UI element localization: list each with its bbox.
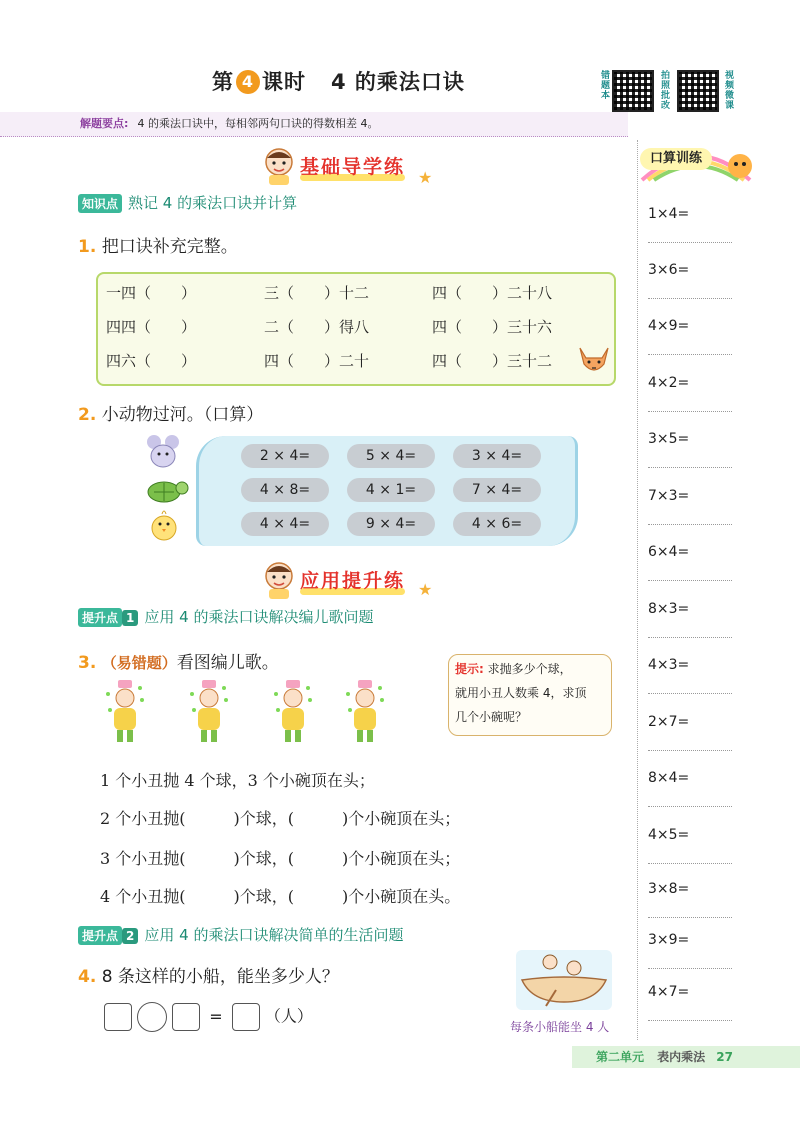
side-calc-item[interactable]: 6×4= — [648, 544, 732, 581]
equation-row: = （人） — [104, 1002, 313, 1032]
question-2: 2. 小动物过河。（口算） — [78, 405, 264, 425]
formula-cell[interactable]: 四（ ）二十 — [264, 352, 370, 370]
formula-box — [96, 272, 616, 386]
formula-cell[interactable]: 一四（ ） — [106, 284, 197, 302]
clown-icon — [272, 680, 314, 746]
side-calc-item[interactable]: 3×8= — [648, 881, 732, 918]
formula-cell[interactable]: 三（ ）十二 — [264, 284, 370, 302]
side-calc-item[interactable]: 4×2= — [648, 375, 732, 412]
stone-problem[interactable]: 5 × 4= — [347, 444, 435, 468]
clown-icon — [344, 680, 386, 746]
formula-cell[interactable]: 四四（ ） — [106, 318, 197, 336]
section-banner-basic: 基础导学练 — [300, 152, 405, 179]
side-calc-item[interactable]: 3×6= — [648, 262, 732, 299]
improvement-point-2: 提升点 2 应用 4 的乘法口诀解决简单的生活问题 — [78, 924, 403, 945]
side-calc-item[interactable]: 4×5= — [648, 827, 732, 864]
turtle-icon — [142, 474, 190, 504]
qr-label-grading: 拍照批改 — [659, 70, 669, 110]
stone-problem[interactable]: 4 × 8= — [241, 478, 329, 502]
question-4: 4. 8 条这样的小船，能坐多少人？ — [78, 967, 339, 987]
qr-label-mistakes: 错题本 — [599, 70, 609, 100]
formula-cell[interactable]: 四（ ）三十六 — [432, 318, 553, 336]
mouse-icon — [144, 432, 184, 472]
formula-cell[interactable]: 二（ ）得八 — [264, 318, 370, 336]
stone-problem[interactable]: 9 × 4= — [347, 512, 435, 536]
improvement-point-1: 提升点 1 应用 4 的乘法口诀解决编儿歌问题 — [78, 606, 373, 627]
boy-mascot-icon — [262, 146, 296, 186]
qr-code-icon[interactable] — [677, 70, 719, 112]
answer-square[interactable] — [172, 1003, 200, 1031]
hint-box: 提示: 求抛多少个球， 就用小丑人数乘 4，求顶 几个小碗呢？ — [448, 654, 612, 736]
formula-cell[interactable]: 四（ ）二十八 — [432, 284, 553, 302]
tip-bar: 解题要点: 4 的乘法口诀中，每相邻两句口诀的得数相差 4。 — [0, 112, 628, 137]
boat-icon — [516, 950, 612, 1010]
rhyme-line[interactable]: 4 个小丑抛( )个球，( )个小碗顶在头。 — [100, 887, 461, 906]
footer: 第二单元 表内乘法 27 — [572, 1046, 800, 1068]
side-calc-item[interactable]: 2×7= — [648, 714, 732, 751]
question-3: 3. （易错题）看图编儿歌。 — [78, 653, 279, 673]
side-calc-item[interactable]: 4×3= — [648, 657, 732, 694]
answer-square[interactable] — [104, 1003, 132, 1031]
side-calc-item[interactable]: 8×4= — [648, 770, 732, 807]
stone-problem[interactable]: 4 × 6= — [453, 512, 541, 536]
boat-caption: 每条小船能坐 4 人 — [510, 1020, 610, 1034]
rhyme-line[interactable]: 2 个小丑抛( )个球，( )个小碗顶在头； — [100, 809, 461, 828]
side-calc-item[interactable]: 3×5= — [648, 431, 732, 468]
knowledge-point: 知识点 熟记 4 的乘法口诀并计算 — [78, 192, 297, 213]
qr-label-video: 视频微课 — [723, 70, 733, 110]
page-number: 27 — [716, 1050, 733, 1064]
stone-problem[interactable]: 2 × 4= — [241, 444, 329, 468]
side-calc-item[interactable]: 4×7= — [648, 984, 732, 1021]
star-icon: ★ — [418, 168, 433, 187]
clown-icon — [104, 680, 146, 746]
rhyme-line[interactable]: 3 个小丑抛( )个球，( )个小碗顶在头； — [100, 849, 461, 868]
answer-square[interactable] — [232, 1003, 260, 1031]
formula-cell[interactable]: 四六（ ） — [106, 352, 197, 370]
stone-problem[interactable]: 3 × 4= — [453, 444, 541, 468]
boy-mascot-icon — [262, 560, 296, 600]
formula-cell[interactable]: 四（ ）三十二 — [432, 352, 553, 370]
star-icon: ★ — [418, 580, 433, 599]
lesson-number-badge: 4 — [236, 70, 260, 94]
clown-icon — [188, 680, 230, 746]
side-calc-item[interactable]: 8×3= — [648, 601, 732, 638]
side-calc-item[interactable]: 7×3= — [648, 488, 732, 525]
fox-mascot-icon — [574, 340, 614, 380]
operator-circle[interactable] — [137, 1002, 167, 1032]
side-calc-item[interactable]: 3×9= — [648, 932, 732, 969]
qr-code-icon[interactable] — [612, 70, 654, 112]
stone-problem[interactable]: 4 × 1= — [347, 478, 435, 502]
stone-problem[interactable]: 7 × 4= — [453, 478, 541, 502]
page-title: 第 4 课时 4 的乘法口诀 — [212, 70, 465, 94]
side-title: 口算训练 — [640, 148, 712, 170]
river — [196, 436, 578, 546]
chick-icon — [146, 504, 182, 544]
rhyme-line: 1 个小丑抛 4 个球，3 个小碗顶在头； — [100, 771, 375, 790]
side-calc-item[interactable]: 4×9= — [648, 318, 732, 355]
stone-problem[interactable]: 4 × 4= — [241, 512, 329, 536]
section-banner-advanced: 应用提升练 — [300, 566, 405, 593]
side-calc-item[interactable]: 1×4= — [648, 206, 732, 243]
question-1: 1. 把口诀补充完整。 — [78, 237, 238, 257]
